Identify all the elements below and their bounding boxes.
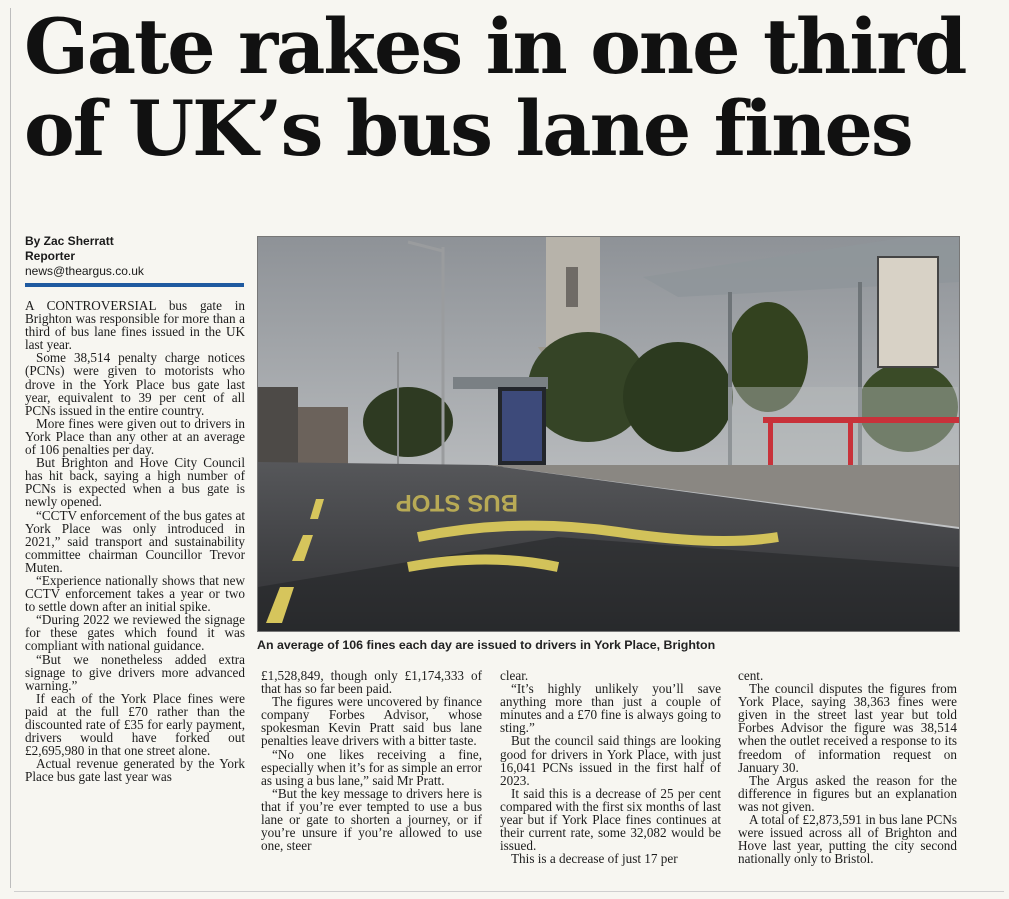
paragraph: The council disputes the figures from York Place, saying 38,363 fines were given in the street last year but told Forbes Advisor the figure was 38,514 when the outlet received a response to its freedom of information request on January 30. bbox=[738, 681, 957, 775]
byline-author: By Zac Sherratt bbox=[25, 234, 114, 248]
byline-divider bbox=[25, 283, 244, 287]
paragraph: But the council said things are looking good for drivers in York Place, with just 16,041 PCNs issued in the first half of 2023. bbox=[500, 733, 721, 788]
article-column-3 bbox=[500, 669, 721, 865]
byline-email: news@theargus.co.uk bbox=[25, 264, 144, 278]
byline bbox=[25, 234, 245, 279]
paragraph: The figures were uncovered by finance company Forbes Advisor, whose spokesman Kevin Pratt said bus lane penalties leave drivers with a bitter taste. bbox=[261, 694, 482, 749]
paragraph: A total of £2,873,591 in bus lane PCNs were issued across all of Brighton and Hove last year, putting the city second nationally only to Bristol. bbox=[738, 812, 957, 867]
paragraph: “During 2022 we reviewed the signage for these gates which found it was compliant with national guidance. bbox=[25, 612, 245, 654]
street-photo bbox=[257, 236, 960, 632]
paragraph: A CONTROVERSIAL bus gate in Brighton was responsible for more than a third of bus lane fines issued in the UK last year. bbox=[25, 298, 245, 353]
paragraph: The Argus asked the reason for the difference in figures but an explanation was not given. bbox=[738, 772, 957, 814]
page-bottom-rule bbox=[14, 891, 1004, 892]
paragraph: clear. bbox=[500, 668, 529, 683]
paragraph: It said this is a decrease of 25 per cent compared with the first six months of last year but if York Place fines continues at their current rate, some 32,082 would be issued. bbox=[500, 785, 721, 854]
byline-role: Reporter bbox=[25, 249, 76, 263]
paragraph: “No one likes receiving a fine, especially when it’s for as simple an error as using a bus lane,” said Mr Pratt. bbox=[261, 746, 482, 788]
headline-line-2: of UK’s bus lane fines bbox=[24, 84, 912, 173]
article-column-4 bbox=[738, 669, 957, 865]
paragraph: If each of the York Place fines were paid at the full £70 rather than the discounted rate of £35 for early payment, drivers would have forked out £2,695,980 in that one street alone. bbox=[25, 690, 245, 759]
paragraph: But Brighton and Hove City Council has hit back, saying a high number of PCNs is expected when a bus gate is newly opened. bbox=[25, 455, 245, 510]
paragraph: £1,528,849, though only £1,174,333 of that has so far been paid. bbox=[261, 668, 482, 697]
paragraph: “But we nonetheless added extra signage to give drivers more advanced warning.” bbox=[25, 651, 245, 693]
paragraph: More fines were given out to drivers in York Place than any other at an average of 106 penalties per day. bbox=[25, 415, 245, 458]
photo-caption: An average of 106 fines each day are issued to drivers in York Place, Brighton bbox=[257, 638, 716, 652]
article-column-2 bbox=[261, 669, 482, 852]
paragraph: This is a decrease of just 17 per bbox=[511, 851, 678, 867]
paragraph: “But the key message to drivers here is that if you’re ever tempted to use a bus lane or gate to shorten a journey, or if you’re unsure if you’re allowed to use one, steer bbox=[261, 785, 482, 854]
paragraph: “It’s highly unlikely you’ll save anything more than just a couple of minutes and a £70 fine is always going to sting.” bbox=[500, 681, 721, 736]
article-column-1 bbox=[25, 299, 245, 783]
paragraph: “Experience nationally shows that new CCTV enforcement takes a year or two to settle down after an initial spike. bbox=[25, 572, 245, 615]
page-left-rule bbox=[10, 8, 11, 888]
road-marking-text: BUS STOP bbox=[395, 489, 518, 516]
paragraph: Some 38,514 penalty charge notices (PCNs) were given to motorists who drove in the York Place bus gate last year, equivalent to 39 per cent of all PCNs issued in the entire country. bbox=[25, 350, 245, 418]
paragraph: “CCTV enforcement of the bus gates at York Place was only introduced in 2021,” said transport and sustainability committee chairman Councillor Trevor Muten. bbox=[25, 507, 245, 575]
paragraph: Actual revenue generated by the York Place bus gate last year was bbox=[25, 756, 245, 785]
headline-line-1: Gate rakes in one third bbox=[24, 2, 966, 91]
headline bbox=[24, 2, 994, 173]
paragraph: cent. bbox=[738, 668, 764, 683]
